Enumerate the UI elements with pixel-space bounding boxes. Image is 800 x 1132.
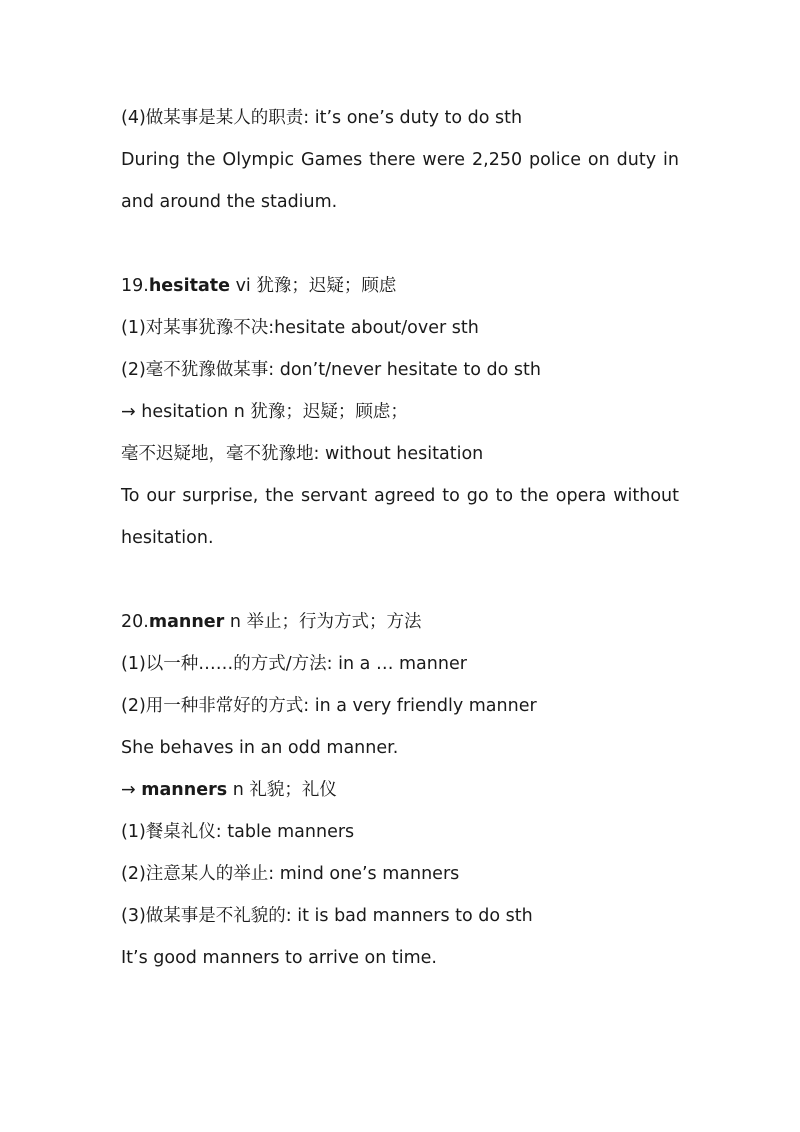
hesitate-item-1: (1)对某事犹豫不决:hesitate about/over sth [121,318,479,338]
duty-example-line-1: During the Olympic Games there were 2,250 police on duty in [121,150,679,170]
entry-headword: manner [148,612,225,632]
manner-example: She behaves in an odd manner. [121,738,399,758]
duty-item-4: (4)做某事是某人的职责: it’s one’s duty to do sth [121,108,523,128]
spacer [121,559,679,601]
derived-headword: manners [141,780,228,800]
hesitate-example-line-2: hesitation. [121,528,214,548]
hesitate-derived: → hesitation n 犹豫；迟疑；顾虑； [121,402,408,422]
hesitate-item-2: (2)毫不犹豫做某事: don’t/never hesitate to do sth [121,360,541,380]
entry-hesitate-heading [121,265,679,307]
spacer [121,223,679,265]
hesitate-phrase: 毫不迟疑地，毫不犹豫地: without hesitation [121,444,484,464]
entry-definition: vi 犹豫；迟疑；顾虑 [230,276,397,296]
derived-arrow: → [121,780,142,800]
entry-manner-heading [121,601,679,643]
duty-example-line-2: and around the stadium. [121,192,338,212]
manners-example: It’s good manners to arrive on time. [121,948,437,968]
document-page [121,97,679,979]
derived-definition: n 礼貌；礼仪 [227,780,337,800]
manner-item-1: (1)以一种……的方式/方法: in a … manner [121,654,467,674]
entry-definition: n 举止；行为方式；方法 [224,612,422,632]
manners-item-1: (1)餐桌礼仪: table manners [121,822,355,842]
manners-item-3: (3)做某事是不礼貌的: it is bad manners to do sth [121,906,533,926]
entry-number: 19. [121,276,149,296]
entry-number: 20. [121,612,149,632]
entry-headword: hesitate [148,276,230,296]
hesitate-example-line-1: To our surprise, the servant agreed to go to the opera without [121,486,679,506]
manners-derived-heading [121,769,679,811]
manner-item-2: (2)用一种非常好的方式: in a very friendly manner [121,696,537,716]
manners-item-2: (2)注意某人的举止: mind one’s manners [121,864,460,884]
